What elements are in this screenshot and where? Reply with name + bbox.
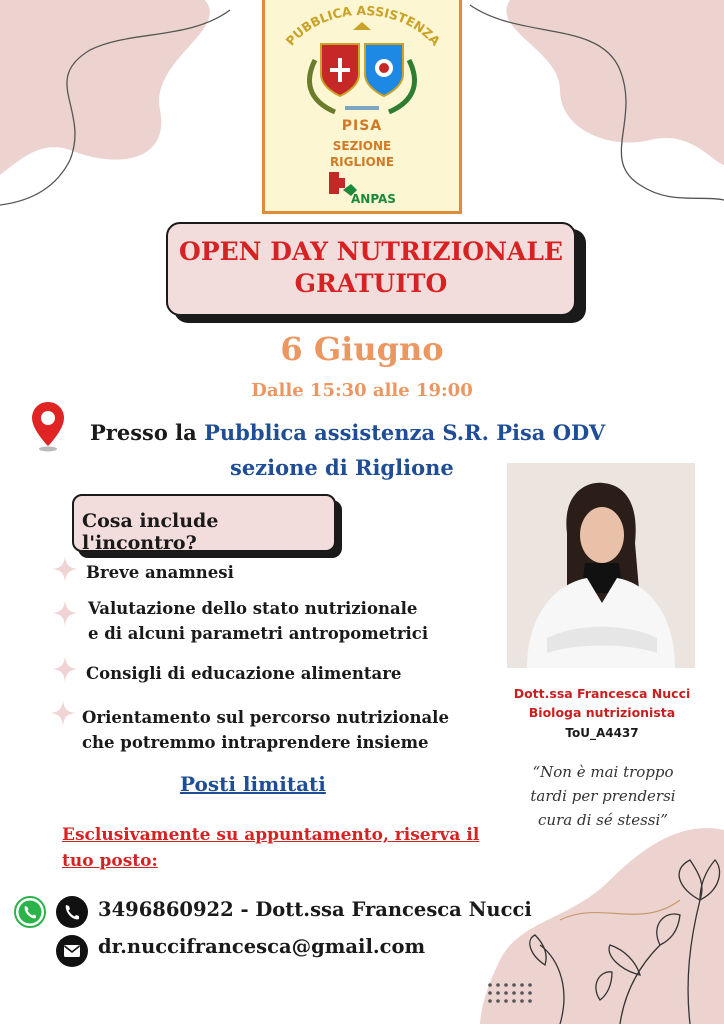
list-item: Valutazione dello stato nutrizionale e di alcuni parametri antropometrici [88, 599, 429, 643]
doctor-role: Biologa nutrizionista [528, 705, 676, 720]
logo-arc-text: PUBBLICA ASSISTENZA [282, 2, 444, 49]
logo-emblem [265, 0, 459, 214]
quote-line2: tardi per prendersi [530, 787, 676, 805]
title-line1: OPEN DAY NUTRIZIONALE [179, 237, 563, 266]
doctor-credentials [506, 684, 698, 722]
logo-city: PISA [341, 118, 383, 134]
sparkle-icon [52, 556, 78, 582]
email-contact[interactable]: dr.nuccifrancesca@gmail.com [98, 935, 426, 958]
phone-contact[interactable]: 3496860922 - Dott.ssa Francesca Nucci [98, 898, 532, 921]
doctor-name: Dott.ssa Francesca Nucci [513, 686, 691, 701]
doctor-photo [507, 463, 695, 668]
phone-icon[interactable] [56, 896, 88, 928]
doctor-quote [516, 760, 690, 832]
section-heading [72, 494, 336, 552]
event-time: Dalle 15:30 alle 19:00 [251, 380, 473, 401]
logo-section-line2: RIGLIONE [329, 155, 395, 169]
sparkle-icon [50, 700, 76, 726]
section-title: Cosa include l'incontro? [82, 510, 219, 554]
location-line1 [90, 420, 605, 445]
sparkle-icon [52, 656, 78, 682]
booking-note: Esclusivamente su appuntamento, riserva il tuo posto: [62, 825, 480, 871]
doctor-code: ToU_A4437 [565, 726, 639, 740]
logo-section [265, 138, 459, 170]
location-name: Pubblica assistenza S.R. Pisa ODV [204, 420, 606, 445]
event-date: 6 Giugno [280, 330, 444, 368]
title-line2: GRATUITO [294, 269, 448, 298]
location-prefix: Presso la [90, 420, 205, 445]
list-item: Orientamento sul percorso nutrizionale che potremmo intraprendere insieme [82, 708, 449, 752]
quote-line3: cura di sé stessi” [538, 811, 668, 829]
location-pin-icon [30, 400, 66, 452]
location-line2: sezione di Riglione [230, 455, 454, 480]
limited-seats: Posti limitati [180, 772, 326, 796]
mail-icon[interactable] [56, 935, 88, 967]
logo-network: ANPAS [351, 192, 396, 206]
association-logo [262, 0, 462, 214]
event-title [166, 222, 576, 316]
logo-section-line1: SEZIONE [332, 139, 392, 153]
sparkle-icon [52, 600, 78, 626]
list-item: Breve anamnesi [86, 563, 234, 582]
doctor-portrait-image [507, 463, 695, 668]
whatsapp-icon[interactable] [14, 896, 46, 928]
list-item: Consigli di educazione alimentare [86, 664, 402, 683]
quote-line1: “Non è mai troppo [532, 763, 674, 781]
